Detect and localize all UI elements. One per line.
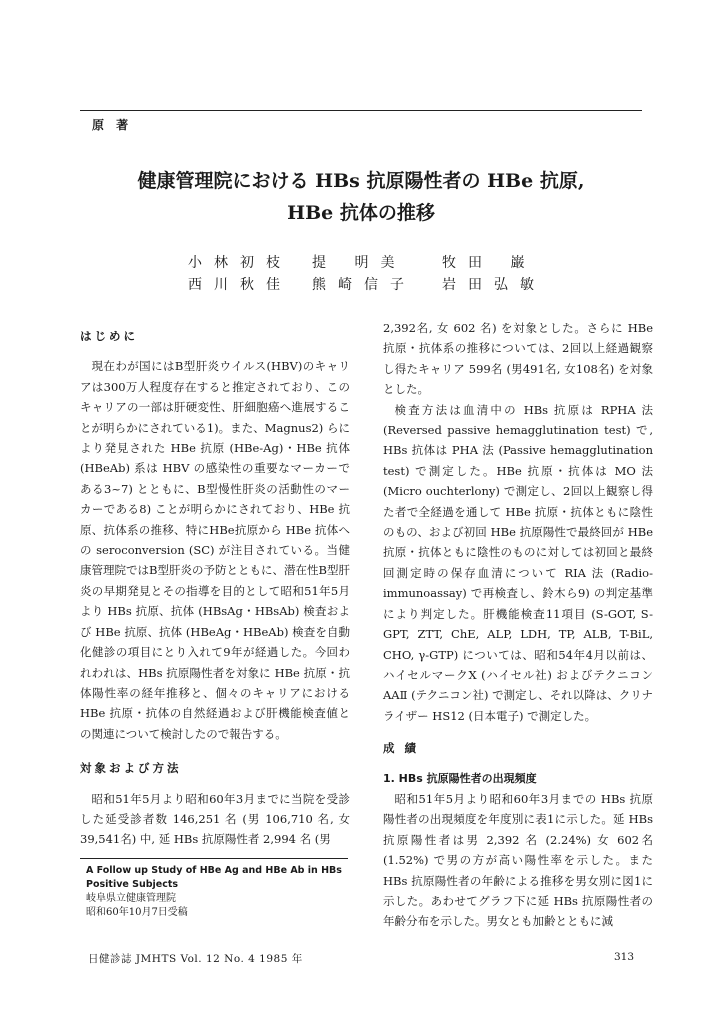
author-list: [188, 252, 552, 296]
affiliation: 岐阜県立健康管理院: [86, 893, 176, 904]
received-date: 昭和60年10月7日受稿: [86, 907, 188, 918]
methods-paragraph: 昭和51年5月より昭和60年3月までに当院を受診した延受診者数 146,251 名 (男 106,710 名, 女 39,541名) 中, 延 HBs 抗原陽性者 2,994 名 (男: [80, 791, 350, 847]
page-number: 313: [614, 951, 635, 963]
results-paragraph-1: 昭和51年5月より昭和60年3月までの HBs 抗原陽性者の出現頻度を年度別に表1に示した。延 HBs 抗原陽性者は男 2,392 名 (2.24%) 女 602名 (1.52%) で男の方が高い陽性率を示した。また HBs 抗原陽性者の年齢による推移を男女別に図1に示した。あわせてグラフ下に延 HBs 抗原陽性者の年齢分布を示した。男女とも加齢とともに減: [383, 791, 653, 929]
author-name: 牧田 巌: [442, 255, 537, 271]
right-column: [383, 318, 653, 932]
section-heading-intro: はじめに: [80, 329, 138, 343]
author-row-1: [188, 252, 552, 274]
section-heading-results: 成 績: [383, 741, 420, 756]
author-name: 熊崎信子: [312, 277, 416, 293]
author-name: 小林初枝: [188, 255, 292, 271]
author-name: 西川秋佳: [188, 277, 292, 293]
journal-footer: 日健診誌 JMHTS Vol. 12 No. 4 1985 年: [88, 953, 303, 965]
section-heading-methods: 対象および方法: [80, 761, 182, 776]
left-column: [80, 318, 350, 850]
section-label: 原 著: [92, 118, 133, 132]
author-row-2: [188, 274, 552, 296]
footnote: [86, 864, 348, 920]
results-subheading-1: 1. HBs 抗原陽性者の出現頻度: [383, 771, 537, 785]
intro-paragraph: 現在わが国にはB型肝炎ウイルス(HBV)のキャリアは300万人程度存在すると推定されており、このキャリアの一部は肝硬変性、肝細胞癌へ進展することが明らかにされている1)。また、Magnus2) らにより発見された HBe 抗原 (HBe-Ag)・HBe 抗体 (HBeAb) 系は HBV の感染性の重要なマーカーである3~7) とともに、B型慢性肝炎の活動性のマーカーである8) ことが明らかにされており、HBe 抗原、抗体系の推移、特にHBe抗原から HBe 抗体への seroconversion (SC) が注目されている。当健康管理院ではB型肝炎の予防とともに、潜在性B型肝炎の早期発見とその指導を目的として昭和51年5月より HBs 抗原、抗体 (HBsAg・HBsAb) 検査および HBe 抗原、抗体 (HBeAg・HBeAb) 検査を自動化健診の項目にとり入れて9年が経過した。今回われわれは、HBs 抗原陽性者を対象に HBe 抗原・抗体陽性率の経年推移と、個々のキャリアにおける HBe 抗原・抗体の自然経過および肝機能検査値との関連について検討したので報告する。: [80, 359, 350, 741]
top-rule: [80, 110, 642, 111]
english-title: A Follow up Study of HBe Ag and HBe Ab in HBs Positive Subjects: [86, 865, 342, 890]
author-name: 岩田弘敏: [442, 277, 546, 293]
methods-continued-paragraph: 2,392名, 女 602 名) を対象とした。さらに HBe 抗原・抗体系の推移については、2回以上経過観察し得たキャリア 599名 (男491名, 女108名) を対象とした。: [383, 321, 653, 397]
methods-detail-paragraph: 検査方法は血清中の HBs 抗原は RPHA 法 (Reversed passive hemagglutination test) で, HBs 抗体は PHA 法 (Passive hemagglutination test) で測定した。HBe 抗原・抗体は MO 法 (Micro ouchterlony) で測定し、2回以上観察し得た者で全経過を通して HBe 抗原・抗体ともに陰性のもの、および初回 HBe 抗原陽性で最終回が HBe 抗原・抗体ともに陰性のものに対しては初回と最終回測定時の保存血清について RIA 法 (Radio-immunoassay) で再検査し、鈴木ら9) の判定基準により判定した。肝機能検査11項目 (S-GOT, S-GPT, ZTT, ChE, ALP, LDH, TP, ALB, T-BiL, CHO, γ-GTP) については、昭和54年4月以前は、ハイセルマークX (ハイセル社) およびテクニコン AAⅡ (テクニコン社) で測定し、それ以降は、クリナライザー HS12 (日本電子) で測定した。: [383, 402, 653, 723]
footnote-rule: [80, 858, 348, 859]
author-name: 提 明美: [312, 255, 407, 271]
article-title-line2: HBe 抗体の推移: [287, 202, 435, 224]
article-title-line1: 健康管理院における HBs 抗原陽性者の HBe 抗原,: [137, 170, 585, 192]
